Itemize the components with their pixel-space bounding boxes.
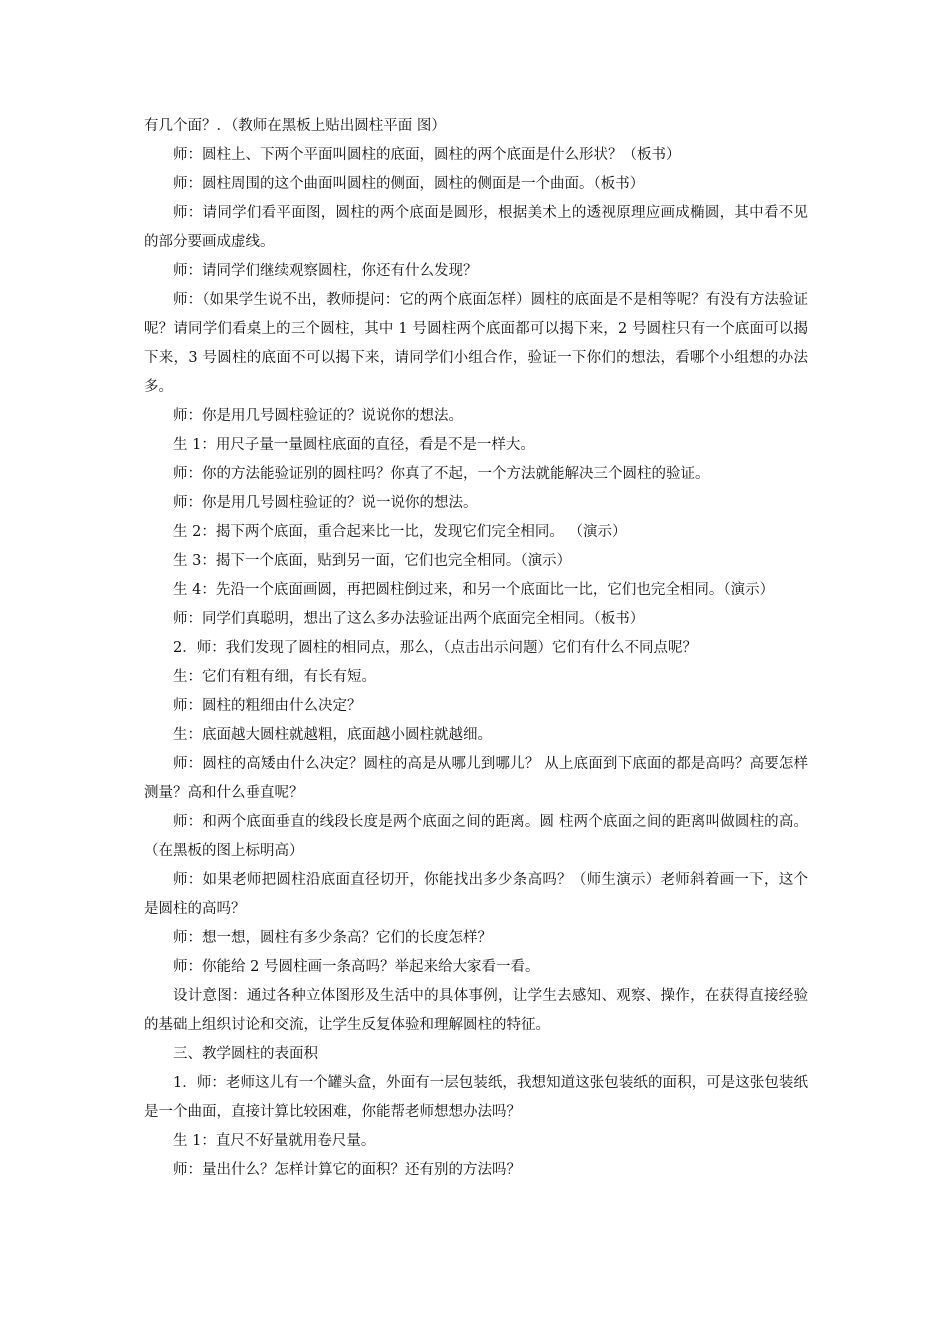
paragraph: 生：底面越大圆柱就越粗，底面越小圆柱就越细。 (173, 727, 492, 743)
paragraph: 生 1：直尺不好量就用卷尺量。 (173, 1133, 376, 1149)
paragraph: 生 3：揭下一个底面，贴到另一面，它们也完全相同。（演示） (173, 553, 572, 569)
paragraph: 1．师：老师这儿有一个罐头盒，外面有一层包装纸，我想知道这张包装纸的面积，可是这张包装纸是一个曲面，直接计算比较困难，你能帮老师想想办法吗？ (144, 1075, 808, 1120)
paragraph: 师：你能给 2 号圆柱画一条高吗？举起来给大家看一看。 (173, 959, 540, 975)
paragraph: 师：圆柱上、下两个平面叫圆柱的底面，圆柱的两个底面是什么形状？（板书） (173, 147, 681, 163)
paragraph: 师：圆柱周围的这个曲面叫圆柱的侧面，圆柱的侧面是一个曲面。（板书） (173, 176, 645, 192)
paragraph: 生 2：揭下两个底面，重合起来比一比，发现它们完全相同。 （演示） (173, 524, 627, 540)
paragraph: 有几个面？．（教师在黑板上贴出圆柱平面 图） (144, 118, 446, 134)
document-page (144, 112, 808, 1185)
paragraph: 生 1：用尺子量一量圆柱底面的直径，看是不是一样大。 (173, 437, 535, 453)
paragraph: 师：圆柱的高矮由什么决定？圆柱的高是从哪儿到哪儿？ 从上底面到下底面的都是高吗？高要怎样测量？高和什么垂直呢？ (144, 756, 808, 801)
paragraph: 师：请同学们看平面图，圆柱的两个底面是圆形，根据美术上的透视原理应画成椭圆，其中看不见的部分要画成虚线。 (144, 205, 808, 250)
paragraph: 师：（如果学生说不出，教师提问：它的两个底面怎样）圆柱的底面是不是相等呢？有没有方法验证呢？请同学们看桌上的三个圆柱，其中 1 号圆柱两个底面都可以揭下来，2 号圆柱只有一个底面可以揭下来，3 号圆柱的底面不可以揭下来，请同学们小组合作，验证一下你们的想法，看哪个小组想的办法多。 (144, 292, 808, 395)
paragraph: 师：如果老师把圆柱沿底面直径切开，你能找出多少条高吗？（师生演示）老师斜着画一下，这个是圆柱的高吗？ (144, 872, 808, 917)
paragraph: 师：量出什么？怎样计算它的面积？还有别的方法吗？ (173, 1162, 521, 1178)
paragraph: 师：想一想，圆柱有多少条高？它们的长度怎样？ (173, 930, 492, 946)
paragraph: 师：你是用几号圆柱验证的？说说你的想法。 (173, 408, 463, 424)
section-heading: 三、教学圆柱的表面积 (173, 1046, 318, 1062)
paragraph: 生：它们有粗有细，有长有短。 (173, 669, 376, 685)
paragraph: 师：你的方法能验证别的圆柱吗？你真了不起，一个方法就能解决三个圆柱的验证。 (173, 466, 710, 482)
paragraph: 师：你是用几号圆柱验证的？说一说你的想法。 (173, 495, 478, 511)
paragraph: 师：和两个底面垂直的线段长度是两个底面之间的距离。圆 柱两个底面之间的距离叫做圆柱的高。（在黑板的图上标明高） (144, 814, 808, 859)
paragraph: 设计意图：通过各种立体图形及生活中的具体事例，让学生去感知、观察、操作，在获得直接经验的基础上组织讨论和交流，让学生反复体验和理解圆柱的特征。 (144, 988, 808, 1033)
paragraph: 师：圆柱的粗细由什么决定？ (173, 698, 362, 714)
paragraph: 师：请同学们继续观察圆柱，你还有什么发现？ (173, 263, 478, 279)
paragraph: 生 4：先沿一个底面画圆，再把圆柱倒过来，和另一个底面比一比，它们也完全相同。（演示） (173, 582, 775, 598)
paragraph: 2．师：我们发现了圆柱的相同点，那么，（点击出示问题）它们有什么不同点呢？ (173, 640, 697, 656)
paragraph: 师：同学们真聪明，想出了这么多办法验证出两个底面完全相同。（板书） (173, 611, 645, 627)
